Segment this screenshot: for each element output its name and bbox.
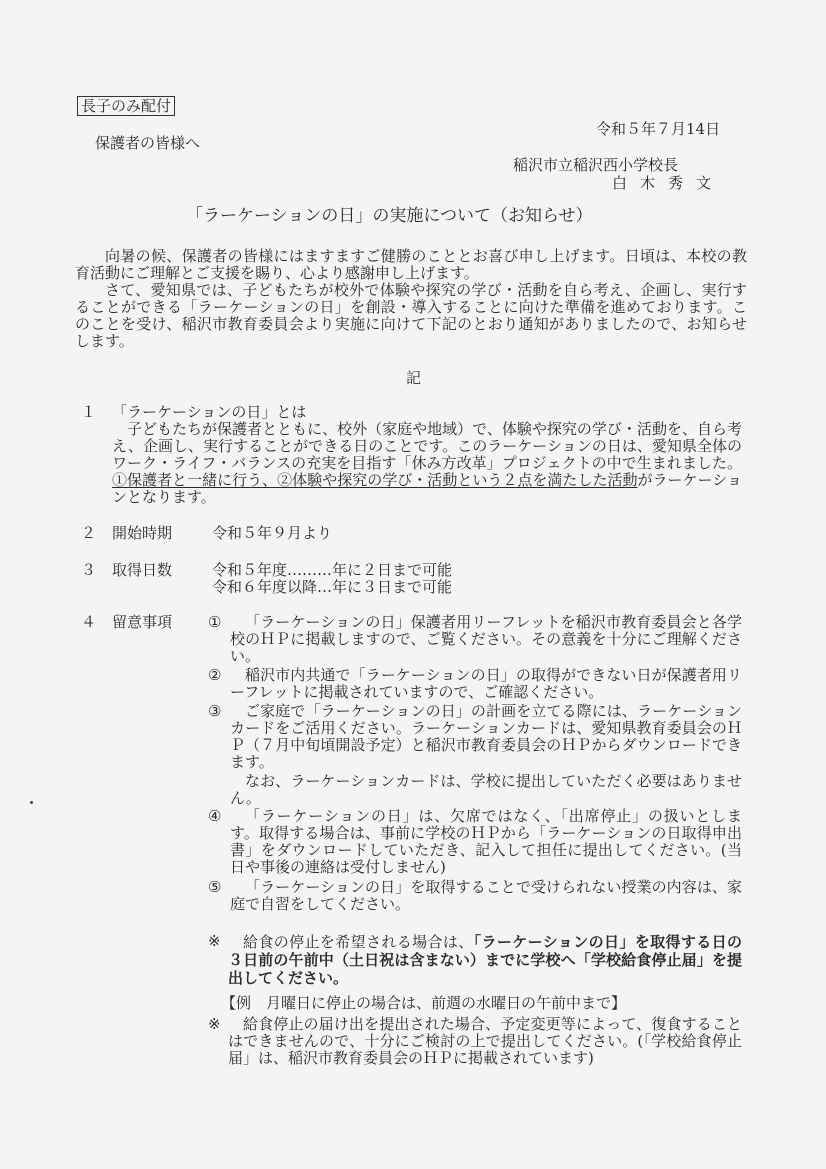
section-3-line-1: 令和５年度………年に２日まで可能 (212, 561, 453, 579)
section-4-label: 留意事項 (112, 613, 173, 631)
change-note-mark: ※ (208, 1015, 221, 1033)
note-3-text-2: なお、ラーケーションカードは、学校に提出していただく必要はありません。 (230, 772, 742, 807)
change-note-text: 給食停止の届け出を提出された場合、予定変更等によって、復食することはできませんので、十分にご検討の上で提出してください。(「学校給食停止届」は、稲沢市教育委員会のＨＰに掲載されています) (228, 1015, 742, 1067)
note-5-text: 「ラーケーションの日」を取得することで受けられない授業の内容は、家庭で自習をしてください。 (230, 878, 742, 913)
section-1-label: 「ラーケーションの日」とは (112, 403, 307, 421)
note-2-text: 稲沢市内共通で「ラーケーションの日」の取得ができない日が保護者用リーフレットに掲載されていますので、ご確認ください。 (230, 666, 742, 701)
section-1-body-plain: 子どもたちが保護者とともに、校外（家庭や地域）で、体験や探究の学び・活動を、自ら考え、企画し、実行することができる日のことです。このラーケーションの日は、愛知県全体のワーク・ライフ・バランスの充実を目指す「休み方改革」プロジェクトの中で生まれました。 (112, 420, 742, 472)
greeting: 保護者の皆様へ (95, 134, 201, 152)
section-3-line-2: 令和６年度以降…年に３日まで可能 (212, 578, 453, 596)
lunch-note-mark: ※ (208, 932, 221, 950)
distribution-label: 長子のみ配付 (77, 96, 175, 116)
note-1-text: 「ラーケーションの日」保護者用リーフレットを稲沢市教育委員会と各学校のＨＰに掲載しますので、ご覧ください。その意義を十分にご理解ください。 (230, 613, 742, 665)
lunch-example: 【例 月曜日に停止の場合は、前週の水曜日の午前中まで】 (221, 994, 627, 1012)
note-3-mark: ③ (208, 702, 222, 720)
section-1-number: １ (81, 403, 97, 421)
section-1-body-end: がラーケーションとなります。 (112, 471, 742, 506)
note-4-text: 「ラーケーションの日」は、欠席ではなく、「出席停止」の扱いとします。取得する場合は、事前に学校のＨＰから「ラーケーションの日取得申出書」をダウンロードしていただき、記入して担任に提出してください。(当日や事後の連絡は受付しません) (230, 807, 742, 876)
section-2-label: 開始時期 (112, 524, 173, 542)
note-5-mark: ⑤ (208, 878, 222, 896)
section-2-value: 令和５年９月より (212, 524, 333, 542)
scan-speck (30, 801, 33, 804)
document-title: 「ラーケーションの日」の実施について（お知らせ） (186, 206, 593, 226)
note-4-mark: ④ (208, 807, 222, 825)
section-3-label: 取得日数 (112, 561, 173, 579)
intro-paragraph-2: さて、愛知県では、子どもたちが校外で体験や探究の学び・活動を自ら考え、企画し、実行することができる「ラーケーションの日」を創設・導入することに向けた準備を進めております。このことを受け、稲沢市教育委員会より実施に向けて下記のとおり通知がありましたので、お知らせします。 (75, 281, 747, 350)
section-4-number: ４ (81, 613, 97, 631)
principal-name: 白木秀文 (612, 174, 725, 192)
lunch-note-bold: 「ラーケーションの日」を取得する日の３日前の午前中（土日祝は含まない）までに学校へ「学校給食停止届」を提出してください。 (228, 933, 742, 987)
intro-paragraph-1: 向暑の候、保護者の皆様にはますますご健勝のこととお喜び申し上げます。日頃は、本校の教育活動にご理解とご支援を賜り、心より感謝申し上げます。 (75, 247, 747, 282)
section-2-number: ２ (81, 524, 97, 542)
document-date: 令和５年７月14日 (596, 120, 721, 138)
note-2-mark: ② (208, 666, 222, 684)
lunch-note-plain: 給食の停止を希望される場合は、 (243, 933, 474, 951)
section-3-number: ３ (81, 561, 97, 579)
section-1-body-underlined: ①保護者と一緒に行う、②体験や探究の学び・活動という２点を満たした活動 (112, 471, 638, 489)
note-3-text: ご家庭で「ラーケーションの日」の計画を立てる際には、ラーケーションカードをご活用ください。ラーケーションカードは、愛知県教育委員会のＨＰ（７月中旬頃開設予定）と稲沢市教育委員会のＨＰからダウンロードできます。 (230, 702, 742, 771)
school-name: 稲沢市立稲沢西小学校長 (513, 156, 679, 174)
ki-heading: 記 (406, 369, 422, 387)
lunch-note-text (228, 933, 742, 987)
note-1-mark: ① (208, 613, 222, 631)
section-1-body (112, 421, 742, 506)
